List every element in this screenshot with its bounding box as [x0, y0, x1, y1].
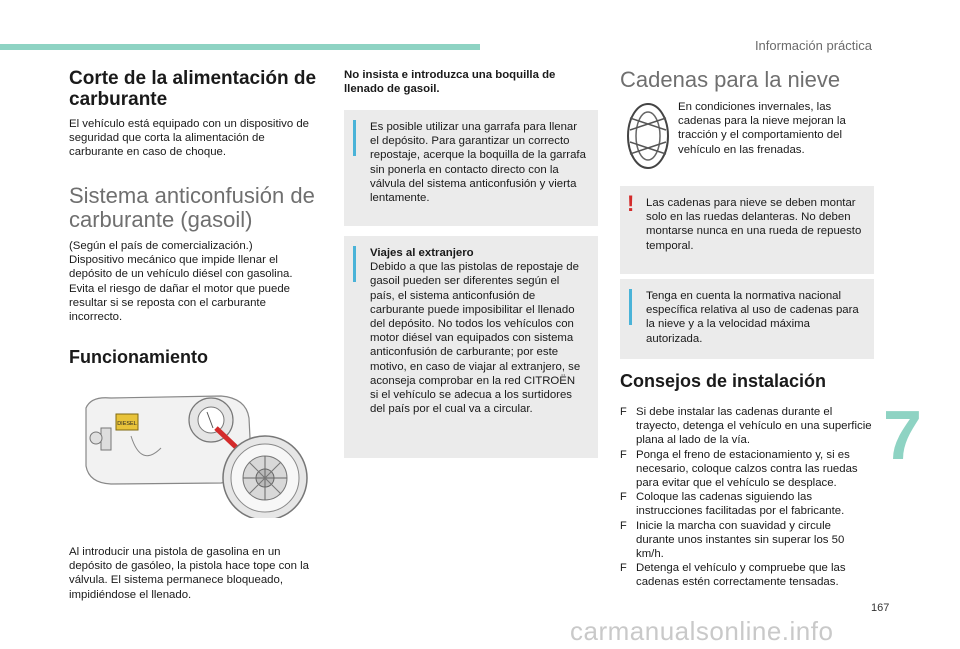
watermark: carmanualsonline.info	[570, 616, 834, 646]
warning-text: No insista e introduzca una boquilla de llenado de gasoil.	[344, 69, 556, 96]
snow-chain-icon	[622, 100, 674, 172]
chapter-number: 7	[883, 396, 922, 474]
warning-front-wheels: ! Las cadenas para nieve se deben montar solo en las ruedas delanteras. No deben montarse nunca en una rueda de repuesto temporal.	[620, 186, 874, 274]
info-icon	[353, 246, 360, 282]
section-title: Información práctica	[754, 38, 872, 53]
note-regulation: Tenga en cuenta la normativa nacional específica relativa al uso de cadenas para la nieve y a la velocidad máxima autorizada.	[620, 279, 874, 359]
list-item: F Coloque las cadenas siguiendo las instrucciones facilitadas por el fabricante.	[620, 491, 845, 518]
list-item: F Detenga el vehículo y compruebe que las cadenas estén correctamente tensadas.	[620, 562, 846, 589]
heading-snow-chains: Cadenas para la nieve	[620, 67, 841, 92]
heading-installation-tips: Consejos de instalación	[620, 371, 827, 391]
diesel-label: DIESEL	[117, 421, 137, 427]
fuel-filler-diagram	[81, 388, 321, 518]
page-number: 167	[871, 602, 890, 614]
note-travel-abroad: Viajes al extranjero Debido a que las pistolas de repostaje de gasoil pueden ser diferentes según el país, el sistema anticonfusión de carburante puede imposibilitar el llenado del depósito. No todos los vehículos con motor diésel van equipados con sistema anticonfusión de carburante; por este motivo, en caso de viajar al extranjero, se aconseja comprobar en la red CITROËN si el vehículo se adecua a los surtidores del país por el cual va a circular.	[344, 236, 598, 458]
misfuel-text: (Según el país de comercialización.) Dispositivo mecánico que impide llenar el depósito de un vehículo diésel con gasolina. Evita el riesgo de dañar el motor que puede resultar si se reposta con el carburante incorrecto.	[69, 240, 293, 324]
note-jerrycan: Es posible utilizar una garrafa para llenar el depósito. Para garantizar un correcto repostaje, acerque la boquilla de la garrafa sin ponerla en contacto directo con la válvula del sistema anticonfusión y vierta lentamente.	[344, 110, 598, 226]
header-accent-bar	[0, 44, 480, 50]
warning-exclamation-icon: !	[627, 191, 635, 216]
snow-chains-intro: En condiciones invernales, las cadenas para la nieve mejoran la tracción y el comportamiento del vehículo en las frenadas.	[678, 101, 846, 156]
list-item: F Inicie la marcha con suavidad y circule durante unos instantes sin superar los 50 km/h.	[620, 519, 845, 561]
heading-fuel-cutoff: Corte de la alimentación de carburante	[69, 68, 317, 110]
operation-text: Al introducir una pistola de gasolina en un depósito de gasóleo, la pistola hace tope con la válvula. El sistema permanece bloqueado, impidiéndose el llenado.	[69, 546, 310, 601]
info-icon	[353, 120, 360, 156]
heading-misfuel-system: Sistema anticonfusión de carburante (gasoil)	[69, 183, 315, 232]
fuel-cutoff-text: El vehículo está equipado con un dispositivo de seguridad que corta la alimentación de carburante en caso de choque.	[69, 118, 309, 159]
info-icon	[629, 289, 636, 325]
list-item: F Si debe instalar las cadenas durante el trayecto, detenga el vehículo en una superficie plana al lado de la vía.	[620, 406, 872, 447]
installation-list	[620, 405, 872, 590]
list-item: F Ponga el freno de estacionamiento y, si es necesario, coloque calzos contra las ruedas para evitar que el vehículo se desplace.	[620, 448, 858, 490]
heading-operation: Funcionamiento	[69, 347, 208, 367]
